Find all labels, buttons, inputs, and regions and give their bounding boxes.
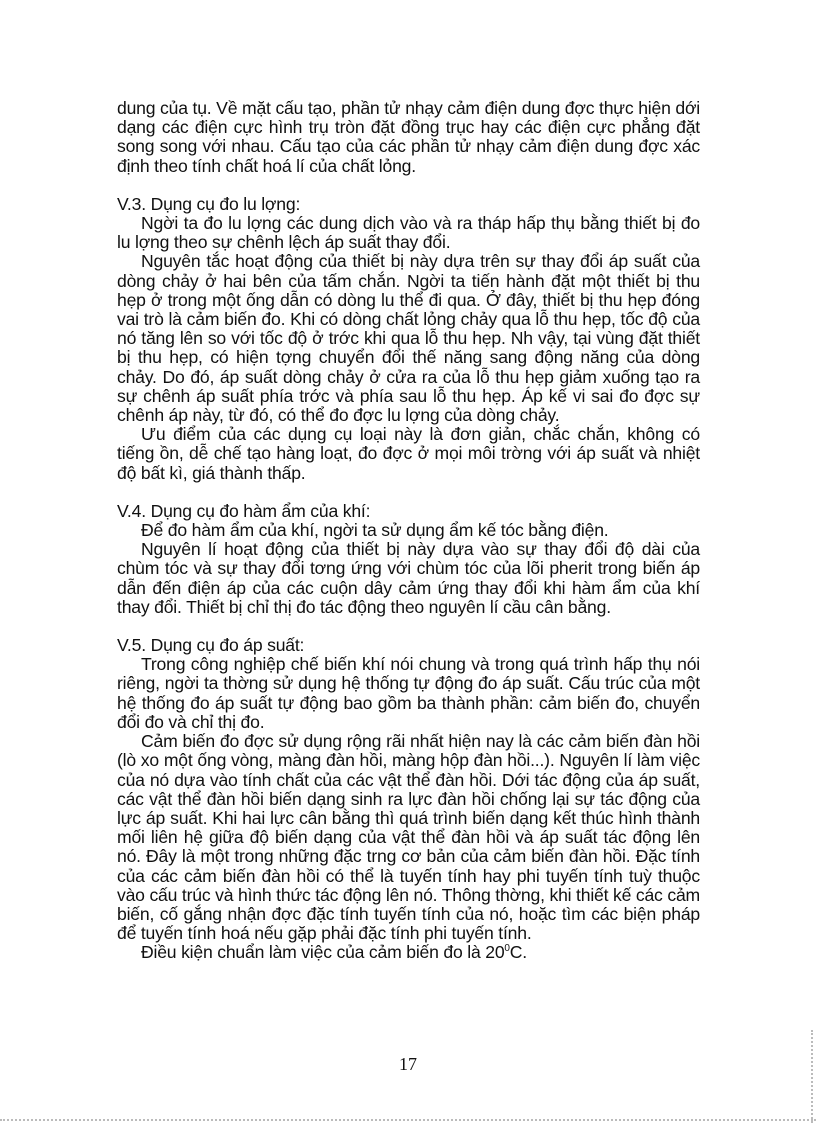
section-heading-flow-meter: V.3. Dụng cụ đo lu lợng: bbox=[117, 193, 301, 214]
page-body bbox=[117, 99, 700, 963]
paragraph-capacitive-sensor: dung của tụ. Về mặt cấu tạo, phần tử nhạy cảm điện dung đợc thực hiện dới dạng các điện cực hình trụ tròn đặt đồng trục hay các điện cực phẳng đặt song song với nhau. Cấu tạo của các phần tử nhạy cảm điện dung đợc xác định theo tính chất hoá lí của chất lỏng. bbox=[117, 98, 700, 176]
paragraph-pressure-sensor: Cảm biến đo đợc sử dụng rộng rãi nhất hiện nay là các cảm biến đàn hồi (lò xo một ống vòng, màng đàn hồi, màng hộp đàn hồi...). Nguyên lí làm việc của nó dựa vào tính chất của các vật thể đàn hồi. Dới tác động của áp suất, các vật thể đàn hồi biến dạng sinh ra lực đàn hồi chống lại sự tác động của lực áp suất. Khi hai lực cân bằng thì quá trình biến dạng kết thúc hình thành mối liên hệ giữa độ biến dạng của vật thể đàn hồi và áp suất tác động lên nó. Đây là một trong những đặc trng cơ bản của cảm biến đàn hồi. Đặc tính của các cảm biến đàn hồi có thể là tuyến tính hay phi tuyến tính tuỳ thuộc vào cấu trúc và hình thức tác động lên nó. Thông thờng, khi thiết kế các cảm biến, cố gắng nhận đợc đặc tính tuyến tính của nó, hoặc tìm các biện pháp để tuyến tính hoá nếu gặp phải đặc tính phi tuyến tính. bbox=[117, 731, 700, 944]
right-dotted-border bbox=[811, 1030, 813, 1123]
page-number: 17 bbox=[399, 1054, 417, 1074]
bottom-dotted-border bbox=[0, 1119, 816, 1121]
paragraph-standard-condition bbox=[117, 943, 700, 962]
standard-condition-text: Điều kiện chuẩn làm việc của cảm biến đo là 20 bbox=[141, 942, 505, 963]
paragraph-flow-intro: Ngời ta đo lu lợng các dung dịch vào và ra tháp hấp thụ bằng thiết bị đo lu lợng theo sự chênh lệch áp suất thay đổi. bbox=[117, 213, 700, 253]
paragraph-pressure-intro: Trong công nghiệp chế biến khí nói chung và trong quá trình hấp thụ nói riêng, ngời ta thờng sử dụng hệ thống tự động đo áp suất. Cấu trúc của một hệ thống đo áp suất tự động bao gồm ba thành phần: cảm biến đo, chuyển đổi đo và chỉ thị đo. bbox=[117, 654, 700, 732]
paragraph-humidity-principle: Nguyên lí hoạt động của thiết bị này dựa vào sự thay đổi độ dài của chùm tóc và sự thay đổi tơng ứng với chùm tóc của lõi pherit trong biến áp dẫn đến điện áp của các cuộn dây cảm ứng thay đổi khi hàm ẩm của khí thay đổi. Thiết bị chỉ thị đo tác động theo nguyên lí cầu cân bằng. bbox=[117, 539, 700, 617]
section-heading-pressure: V.5. Dụng cụ đo áp suất: bbox=[117, 635, 305, 656]
paragraph-flow-advantages: Ưu điểm của các dụng cụ loại này là đơn giản, chắc chắn, không có tiếng ồn, dễ chế tạo hàng loạt, đo đợc ở mọi môi trờng với áp suất và nhiệt độ bất kì, giá thành thấp. bbox=[117, 424, 700, 483]
paragraph-flow-principle: Nguyên tắc hoạt động của thiết bị này dựa trên sự thay đổi áp suất của dòng chảy ở hai bên của tấm chắn. Ngời ta tiến hành đặt một thiết bị thu hẹp ở trong một ống dẫn có dòng lu thể đi qua. Ở đây, thiết bị thu hẹp đóng vai trò là cảm biến đo. Khi có dòng chất lỏng chảy qua lỗ thu hẹp, tốc độ của nó tăng lên so với tốc độ ở trớc khi qua lỗ thu hẹp. Nh vậy, tại vùng đặt thiết bị thu hẹp, có hiện tợng chuyển đổi thế năng sang động năng của dòng chảy. Do đó, áp suất dòng chảy ở cửa ra của lỗ thu hẹp giảm xuống tạo ra sự chênh áp suất phía trớc và phía sau lỗ thu hẹp. Áp kế vi sai đo đợc sự chênh áp này, từ đó, có thể đo đợc lu lợng của dòng chảy. bbox=[117, 251, 700, 426]
paragraph-humidity-intro: Để đo hàm ẩm của khí, ngời ta sử dụng ẩm kế tóc bằng điện. bbox=[141, 520, 609, 541]
degree-superscript: 0 bbox=[504, 943, 510, 955]
section-heading-humidity: V.4. Dụng cụ đo hàm ẩm của khí: bbox=[117, 500, 371, 521]
standard-condition-unit: C. bbox=[509, 942, 527, 963]
